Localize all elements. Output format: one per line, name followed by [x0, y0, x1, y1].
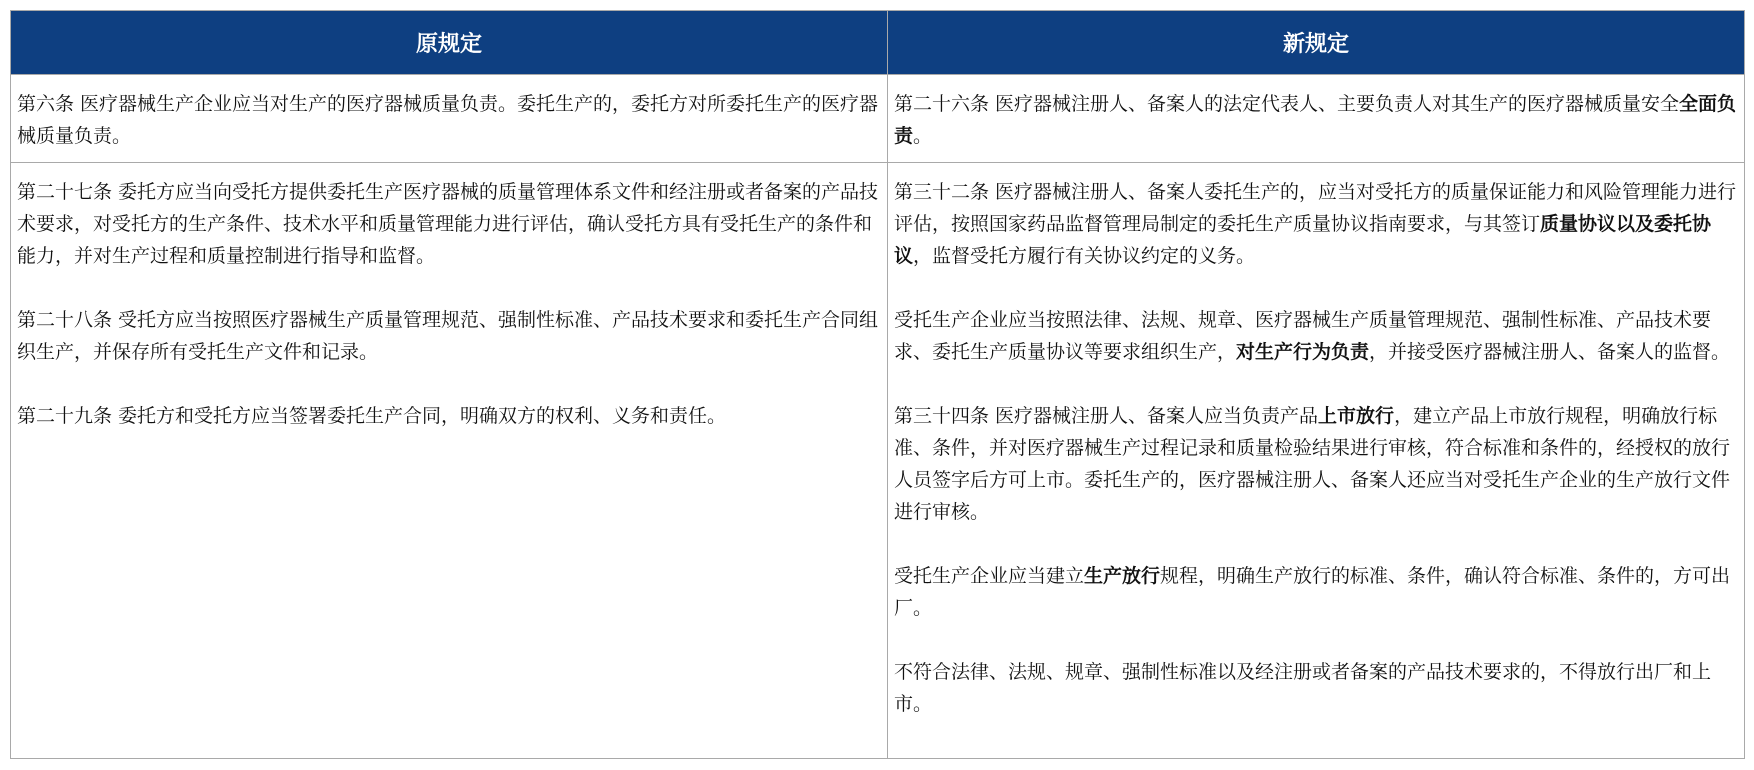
- article-text: 第二十六条 医疗器械注册人、备案人的法定代表人、主要负责人对其生产的医疗器械质量安全: [894, 93, 1680, 115]
- emphasized-text: 生产放行: [1084, 565, 1161, 587]
- article-text: 规程，明确生产放行的标准、条件，确认符合标准、条件的，方可出厂。: [894, 565, 1731, 619]
- article-text: 受托生产企业应当按照法律、法规、规章、医疗器械生产质量管理规范、强制性标准、产品技术要求、委托生产质量协议等要求组织生产，: [894, 309, 1712, 363]
- new-regulation-cell: [888, 75, 1745, 163]
- emphasized-text: 质量协议以及委托协议: [894, 213, 1712, 267]
- emphasized-text: 上市放行: [1318, 405, 1395, 427]
- table-row: [11, 163, 1745, 759]
- old-article-28: [17, 304, 881, 368]
- old-article-27: [17, 176, 881, 272]
- article-text: 第二十七条 委托方应当向受托方提供委托生产医疗器械的质量管理体系文件和经注册或者备案的产品技术要求，对受托方的生产条件、技术水平和质量管理能力进行评估，确认受托方具有受托生产的条件和能力，并对生产过程和质量控制进行指导和监督。: [17, 181, 879, 267]
- article-text: ，监督受托方履行有关协议约定的义务。: [913, 245, 1256, 267]
- new-article-26: [894, 88, 1738, 152]
- article-text: 受托生产企业应当建立: [894, 565, 1085, 587]
- table-header-row: [11, 11, 1745, 75]
- article-text: 第二十八条 受托方应当按照医疗器械生产质量管理规范、强制性标准、产品技术要求和委托生产合同组织生产，并保存所有受托生产文件和记录。: [17, 309, 879, 363]
- article-text: 不符合法律、法规、规章、强制性标准以及经注册或者备案的产品技术要求的，不得放行出厂和上市。: [894, 661, 1712, 715]
- old-article-29: [17, 400, 881, 432]
- article-text: 。: [913, 125, 933, 147]
- new-article-32-paragraph-2: [894, 304, 1738, 368]
- article-text: ，建立产品上市放行规程，明确放行标准、条件，并对医疗器械生产过程记录和质量检验结果进行审核，符合标准和条件的，经授权的放行人员签字后方可上市。委托生产的，医疗器械注册人、备案人还应当对受托生产企业的生产放行文件进行审核。: [894, 405, 1731, 523]
- regulation-comparison-table: [10, 10, 1745, 759]
- new-article-34-paragraph-2: [894, 560, 1738, 624]
- article-text: 第二十九条 委托方和受托方应当签署委托生产合同，明确双方的权利、义务和责任。: [17, 405, 727, 427]
- article-text: 第六条 医疗器械生产企业应当对生产的医疗器械质量负责。委托生产的，委托方对所委托生产的医疗器械质量负责。: [17, 93, 879, 147]
- old-article-6: [17, 88, 881, 152]
- article-text: 第三十四条 医疗器械注册人、备案人应当负责产品: [894, 405, 1319, 427]
- old-regulation-cell: [11, 163, 888, 759]
- article-text: ，并接受医疗器械注册人、备案人的监督。: [1369, 341, 1731, 363]
- emphasized-text: 对生产行为负责: [1236, 341, 1370, 363]
- new-regulation-cell: [888, 163, 1745, 759]
- table-row: [11, 75, 1745, 163]
- new-article-34: [894, 400, 1738, 528]
- emphasized-text: 全面负责: [894, 93, 1737, 147]
- new-article-34-paragraph-3: [894, 656, 1738, 720]
- old-regulation-cell: [11, 75, 888, 163]
- comparison-document: [10, 10, 1744, 759]
- header-old-regulation: 原规定: [11, 11, 888, 75]
- article-text: 第三十二条 医疗器械注册人、备案人委托生产的，应当对受托方的质量保证能力和风险管理能力进行评估，按照国家药品监督管理局制定的委托生产质量协议指南要求，与其签订: [894, 181, 1737, 235]
- header-new-regulation: 新规定: [888, 11, 1745, 75]
- new-article-32: [894, 176, 1738, 272]
